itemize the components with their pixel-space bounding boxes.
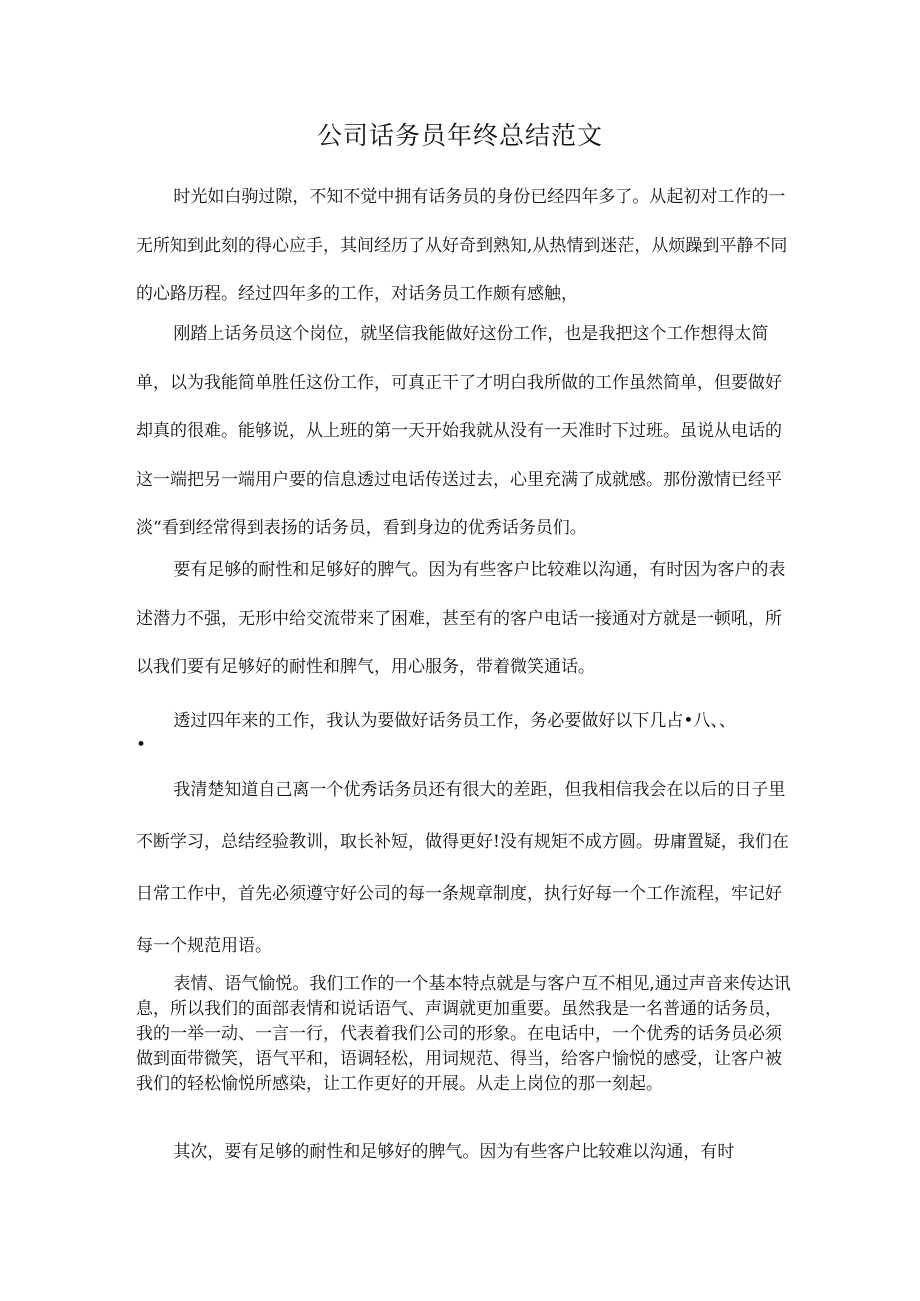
bullet-mark: • [136, 735, 147, 755]
paragraph-3: 要有足够的耐性和足够好的脾气。因为有些客户比较难以沟通，有时因为客户的表述潜力不强，无形中给交流带来了困难，甚至有的客户电话一接通对方就是一顿吼，所以我们要有足够好的耐性和脾气，用心服务，带着微笑通话。 [136, 560, 786, 677]
paragraph-1: 时光如白驹过隙，不知不觉中拥有话务员的身份已经四年多了。从起初对工作的一无所知到此刻的得心应手，其间经历了从好奇到熟知,从热情到迷茫，从烦躁到平静不同的心路历程。经过四年多的工作，对话务员工作颇有感触， [136, 187, 788, 304]
document-title: 公司话务员年终总结范文 [316, 121, 603, 150]
paragraph-4: 透过四年来的工作，我认为要做好话务员工作，务必要做好以下几占•八、、 [173, 711, 736, 731]
paragraph-7: 其次，要有足够的耐性和足够好的脾气。因为有些客户比较难以沟通，有时 [173, 1142, 735, 1162]
paragraph-2: 刚踏上话务员这个岗位，就坚信我能做好这份工作，也是我把这个工作想得太简单，以为我能简单胜任这份工作，可真正干了才明白我所做的工作虽然简单，但要做好却真的很难。能够说，从上班的第一天开始我就从没有一天准时下过班。虽说从电话的这一端把另一端用户要的信息透过电话传送过去，心里充满了成就感。那份激情已经平淡“看到经常得到表扬的话务员，看到身边的优秀话务员们。 [136, 324, 782, 538]
paragraph-6: 表情、语气愉悦。我们工作的一个基本特点就是与客户互不相见,通过声音来传达讯息，所以我们的面部表情和说话语气、声调就更加重要。虽然我是一名普通的话务员，我的一举一动、一言一行，代表着我们公司的形象。在电话中，一个优秀的话务员必须做到面带微笑，语气平和，语调轻松，用词规范、得当，给客户愉悦的感受，让客户被我们的轻松愉悦所感染，让工作更好的开展。从走上岗位的那一刻起。 [136, 974, 791, 1094]
paragraph-5: 我清楚知道自己离一个优秀话务员还有很大的差距，但我相信我会在以后的日子里不断学习，总结经验教训，取长补短，做得更好!没有规矩不成方圆。毋庸置疑，我们在日常工作中，首先必须遵守好公司的每一条规章制度，执行好每一个工作流程，牢记好每一个规范用语。 [136, 780, 789, 956]
